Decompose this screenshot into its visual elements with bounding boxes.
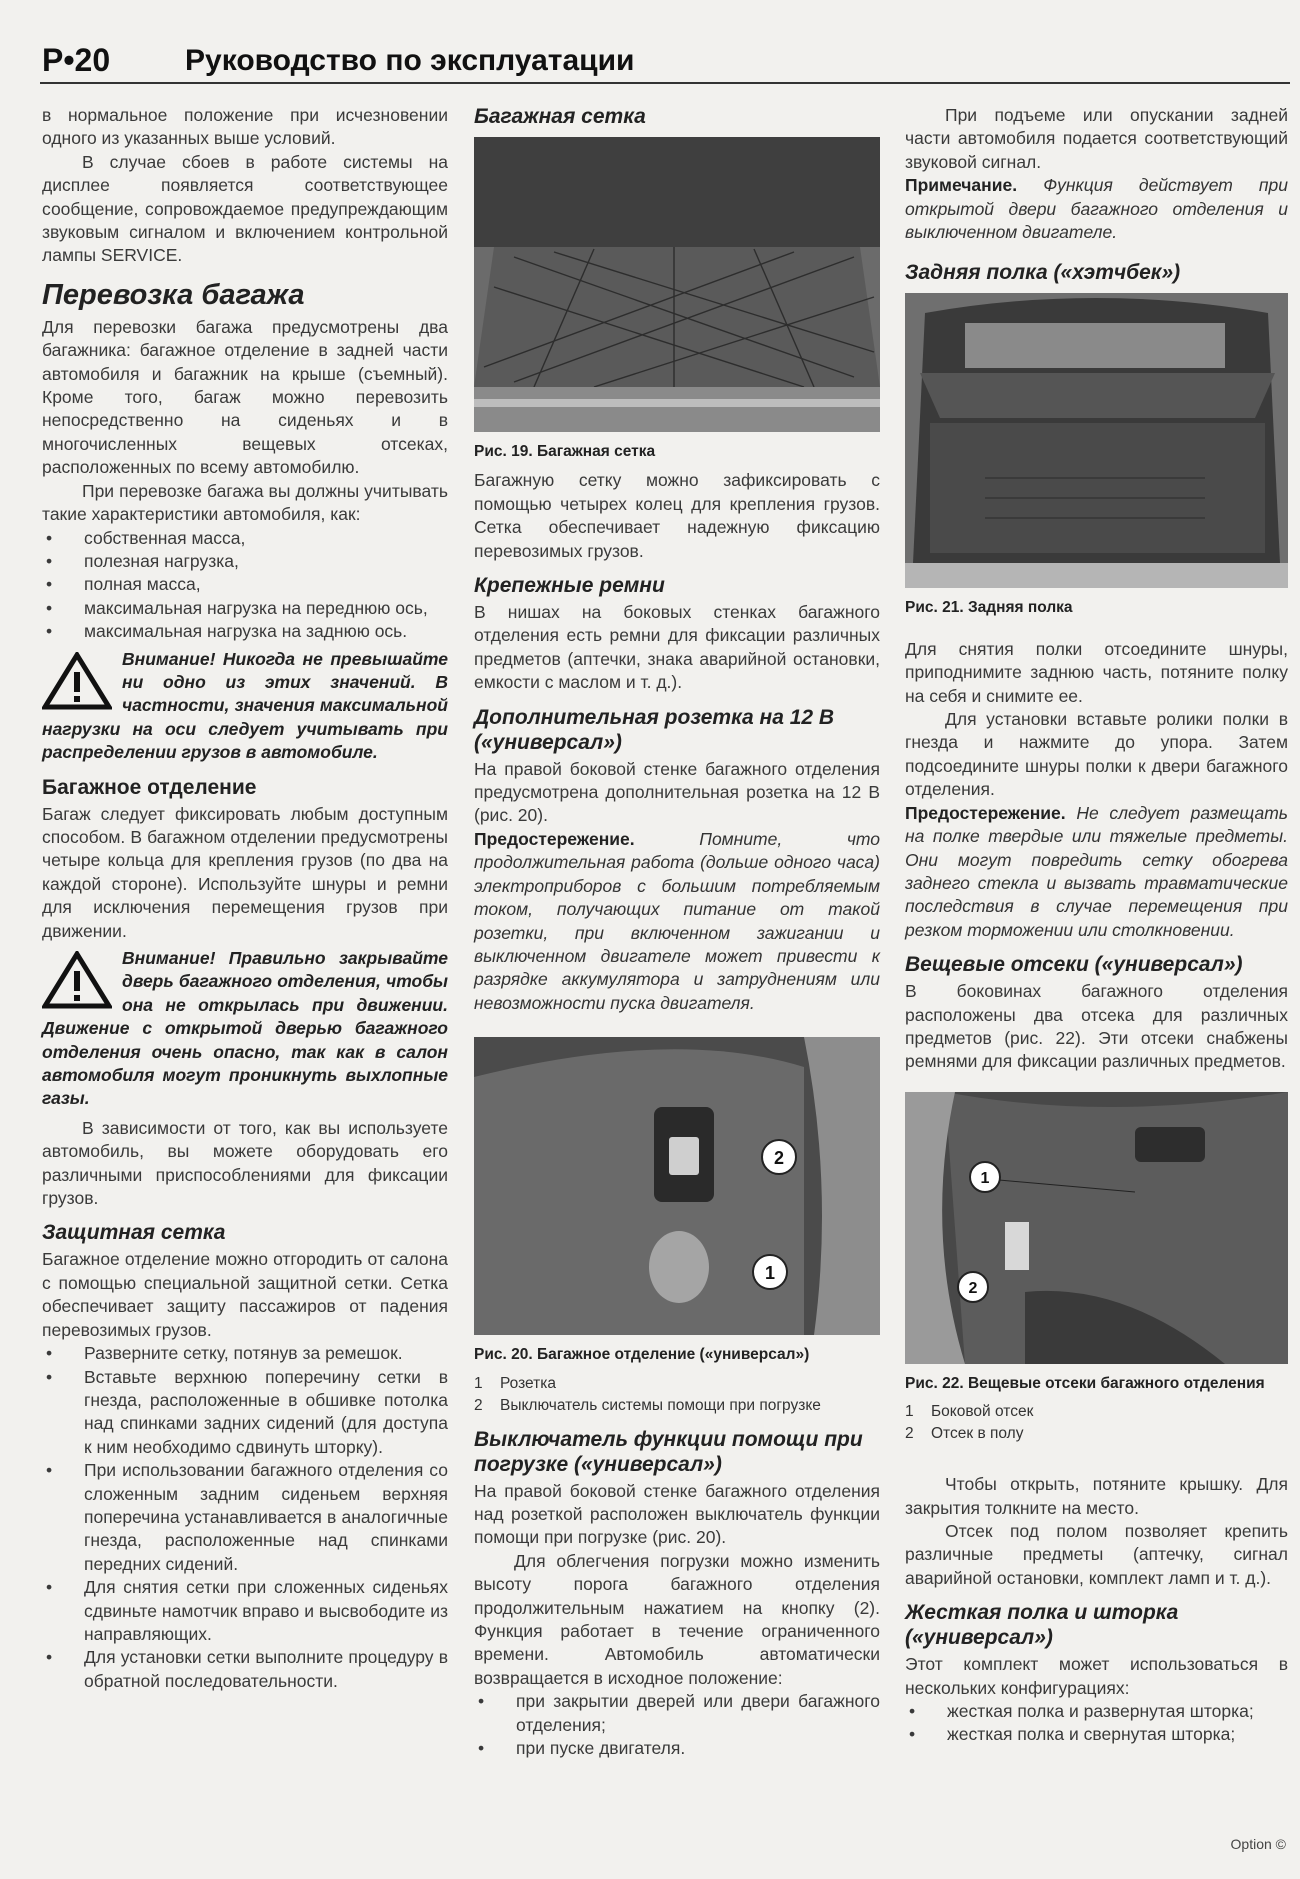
paragraph: Для установки вставьте ролики полки в гнезда и нажмите до упора. Затем подсоедините шнуры полки к двери багажного отделения. — [905, 709, 1288, 800]
paragraph: Багажное отделение можно отгородить от салона с помощью специальной защитной сетки. Сетка обеспечивает защиту пассажиров от падения перевозимых грузов. — [42, 1249, 448, 1340]
paragraph: Отсек под полом позволяет крепить различные предметы (аптечку, сигнал аварийной остановки, комплект ламп и т. д.). — [905, 1520, 1288, 1588]
column-1 — [42, 104, 448, 1693]
paragraph: В нишах на боковых стенках багажного отделения есть ремни для фиксации различных предметов (аптечки, знака аварийной остановки, емкости с маслом и т. д.). — [474, 602, 880, 693]
legend-number: 2 — [474, 1396, 483, 1414]
list-item: • максимальная нагрузка на заднюю ось. — [42, 620, 448, 643]
list-item: • При использовании багажного отделения со сложенным задним сиденьем верхняя поперечина устанавливается в аналогичные гнезда, расположенные над спинками передних сидений. — [42, 1459, 448, 1576]
list-item: • полезная нагрузка, — [42, 550, 448, 573]
warning-triangle-icon — [42, 652, 112, 710]
legend-number: 1 — [474, 1374, 483, 1392]
caution-paragraph — [905, 802, 1288, 942]
page-title: Руководство по эксплуатации — [185, 44, 635, 77]
paragraph: в нормальное положение при исчезновении одного из указанных выше условий. — [42, 105, 448, 149]
figure-21-caption: Рис. 21. Задняя полка — [905, 599, 1073, 617]
paragraph: При перевозке багажа вы должны учитывать такие характеристики автомобиля, как: — [42, 480, 448, 525]
legend-text: Розетка — [500, 1374, 556, 1392]
footer-mark: Option © — [1230, 1836, 1286, 1852]
note-text: Функция действует при открытой двери багажного отделения и выключенном двигателе. — [905, 175, 1288, 243]
figure-22-legend-item — [905, 1423, 1288, 1445]
list-item: • Разверните сетку, потянув за ремешок. — [42, 1342, 448, 1365]
figure-22-marker-1: 1 — [980, 1169, 990, 1187]
figure-22-marker-2: 2 — [968, 1279, 978, 1297]
paragraph: На правой боковой стенке багажного отделения над розеткой расположен выключатель функции помощи при погрузке (рис. 20). — [474, 1480, 880, 1548]
legend-text: Отсек в полу — [931, 1425, 1024, 1443]
caution-text: Не следует размещать на полке твердые или тяжелые предметы. Они могут повредить сетку обогрева заднего стекла и вызвать травматические последствия в случае перемещения при резком торможении или столкновении. — [905, 802, 1288, 940]
list-item: • полная масса, — [42, 573, 448, 596]
list-item: • собственная масса, — [42, 527, 448, 550]
paragraph: Для перевозки багажа предусмотрены два багажника: багажное отделение в задней части автомобиля и багажник на крыше (съемный). Кроме того, багаж можно перевозить непосредственно на сиденьях и в многочисленных вещевых отсеках, расположенных по всему автомобилю. — [42, 316, 448, 478]
figure-20-legend-item — [474, 1395, 880, 1417]
section-heading-switch: Выключатель функции помощи при погрузке («универсал») — [474, 1427, 863, 1476]
list-item: • жесткая полка и развернутая шторка; — [905, 1700, 1288, 1723]
caution-paragraph — [474, 828, 880, 1015]
caution-text: Помните, что продолжительная работа (дольше одного часа) электроприборов с большим потребляемым током, получающих питание от такой розетки, при включенном зажигании и выключенном двигателе может привести к разрядке аккумулятора и затруднениям или невозможности пуска двигателя. — [474, 828, 880, 1013]
section-heading-guard-net: Защитная сетка — [42, 1221, 226, 1245]
paragraph: В боковинах багажного отделения расположены два отсека для различных предметов (рис. 22). Эти отсеки снабжены ремнями для фиксации различных предметов. — [905, 981, 1288, 1072]
list-item: • Вставьте верхнюю поперечину сетки в гнезда, расположенные в обшивке потолка над спинками задних сидений (для доступа к ним необходимо сдвинуть шторку). — [42, 1366, 448, 1460]
list-item: • при закрытии дверей или двери багажного отделения; — [474, 1690, 880, 1737]
guard-net-steps — [42, 1342, 448, 1693]
warning-text: Внимание! Никогда не превышайте ни одно из этих значений. В частности, значения максимальной нагрузки на оси следует учитывать при распределении грузов в автомобиле. — [42, 648, 448, 763]
caution-label: Предостережение. — [905, 802, 1066, 823]
figure-20-marker-1: 1 — [764, 1263, 776, 1284]
figure-21-photo — [905, 293, 1288, 588]
legend-number: 2 — [905, 1425, 914, 1443]
paragraph: В случае сбоев в работе системы на дисплее появляется соответствующее сообщение, сопровождаемое предупреждающим звуковым сигналом и включением контрольной лампы SERVICE. — [42, 151, 448, 266]
legend-text: Боковой отсек — [931, 1403, 1034, 1421]
figure-22-caption: Рис. 22. Вещевые отсеки багажного отделения — [905, 1374, 1265, 1392]
paragraph: На правой боковой стенке багажного отделения предусмотрена дополнительная розетка на 12 В (рис. 20). — [474, 758, 880, 826]
legend-number: 1 — [905, 1403, 914, 1421]
list-item: • Для снятия сетки при сложенных сиденьях сдвиньте намотчик вправо и высвободите из направляющих. — [42, 1576, 448, 1646]
section-heading-storage: Вещевые отсеки («универсал») — [905, 953, 1243, 977]
section-heading-transport: Перевозка багажа — [42, 278, 305, 311]
section-heading-shelf: Задняя полка («хэтчбек») — [905, 261, 1181, 285]
paragraph: Для облегчения погрузки можно изменить высоту порога багажного отделения продолжительным нажатием на кнопку (2). Функция работает в течение ограниченного времени. Автомобиль автоматически возвращается в исходное положение: — [474, 1550, 880, 1688]
list-item: • жесткая полка и свернутая шторка; — [905, 1723, 1288, 1746]
warning-text: Внимание! Правильно закрывайте дверь багажного отделения, чтобы она не открылась при движении. Движение с открытой дверью багажного отделения очень опасно, так как в салон автомобиля могут проникнуть выхлопные газы. — [42, 948, 448, 1109]
column-2 — [474, 104, 880, 1760]
note-paragraph — [905, 174, 1288, 244]
list-item: • Для установки сетки выполните процедуру в обратной последовательности. — [42, 1646, 448, 1693]
warning-triangle-icon — [42, 951, 112, 1009]
figure-20-photo — [474, 1037, 880, 1335]
figure-20-marker-2: 2 — [773, 1148, 785, 1169]
paragraph: Багажную сетку можно зафиксировать с помощью четырех колец для крепления грузов. Сетка обеспечивает надежную фиксацию перевозимых грузов. — [474, 470, 880, 561]
figure-20-caption: Рис. 20. Багажное отделение («универсал») — [474, 1346, 810, 1364]
warning-block — [42, 648, 448, 765]
page-header — [40, 40, 1290, 84]
section-heading-rigid-shelf: Жесткая полка и шторка («универсал») — [905, 1601, 1179, 1650]
section-heading-net: Багажная сетка — [474, 105, 646, 128]
figure-22-photo — [905, 1092, 1288, 1364]
page-number: P•20 — [42, 42, 111, 78]
characteristics-list — [42, 527, 448, 644]
figure-22-legend-item — [905, 1401, 1288, 1423]
caution-label: Предостережение. — [474, 828, 635, 849]
paragraph: Багаж следует фиксировать любым доступным способом. В багажном отделении предусмотрены четыре кольца для крепления грузов (по два на каждой стороне). Используйте шнуры и ремни для исключения перемещения грузов при движении. — [42, 803, 448, 941]
paragraph: Чтобы открыть, потяните крышку. Для закрытия толкните на место. — [905, 1474, 1288, 1518]
list-item: • при пуске двигателя. — [474, 1737, 880, 1760]
paragraph: Этот комплект может использоваться в нескольких конфигурациях: — [905, 1654, 1288, 1698]
paragraph: В зависимости от того, как вы используете автомобиль, вы можете оборудовать его различными приспособлениями для фиксации грузов. — [42, 1117, 448, 1209]
figure-20-legend-item — [474, 1373, 880, 1395]
note-label: Примечание. — [905, 175, 1018, 196]
section-heading-socket: Дополнительная розетка на 12 В («универсал») — [474, 705, 835, 754]
column-3 — [905, 104, 1288, 1747]
configurations-list — [905, 1700, 1288, 1747]
paragraph: При подъеме или опускании задней части автомобиля подается соответствующий звуковой сигнал. — [905, 105, 1288, 172]
section-heading-compartment: Багажное отделение — [42, 775, 257, 799]
list-item: • максимальная нагрузка на переднюю ось, — [42, 597, 448, 620]
return-conditions-list — [474, 1690, 880, 1760]
paragraph: Для снятия полки отсоедините шнуры, приподнимите заднюю часть, потяните полку на себя и снимите ее. — [905, 638, 1288, 706]
figure-19-caption: Рис. 19. Багажная сетка — [474, 443, 656, 460]
figure-19-photo — [474, 137, 880, 432]
section-heading-straps: Крепежные ремни — [474, 574, 665, 598]
warning-block — [42, 947, 448, 1111]
legend-text: Выключатель системы помощи при погрузке — [500, 1396, 821, 1414]
